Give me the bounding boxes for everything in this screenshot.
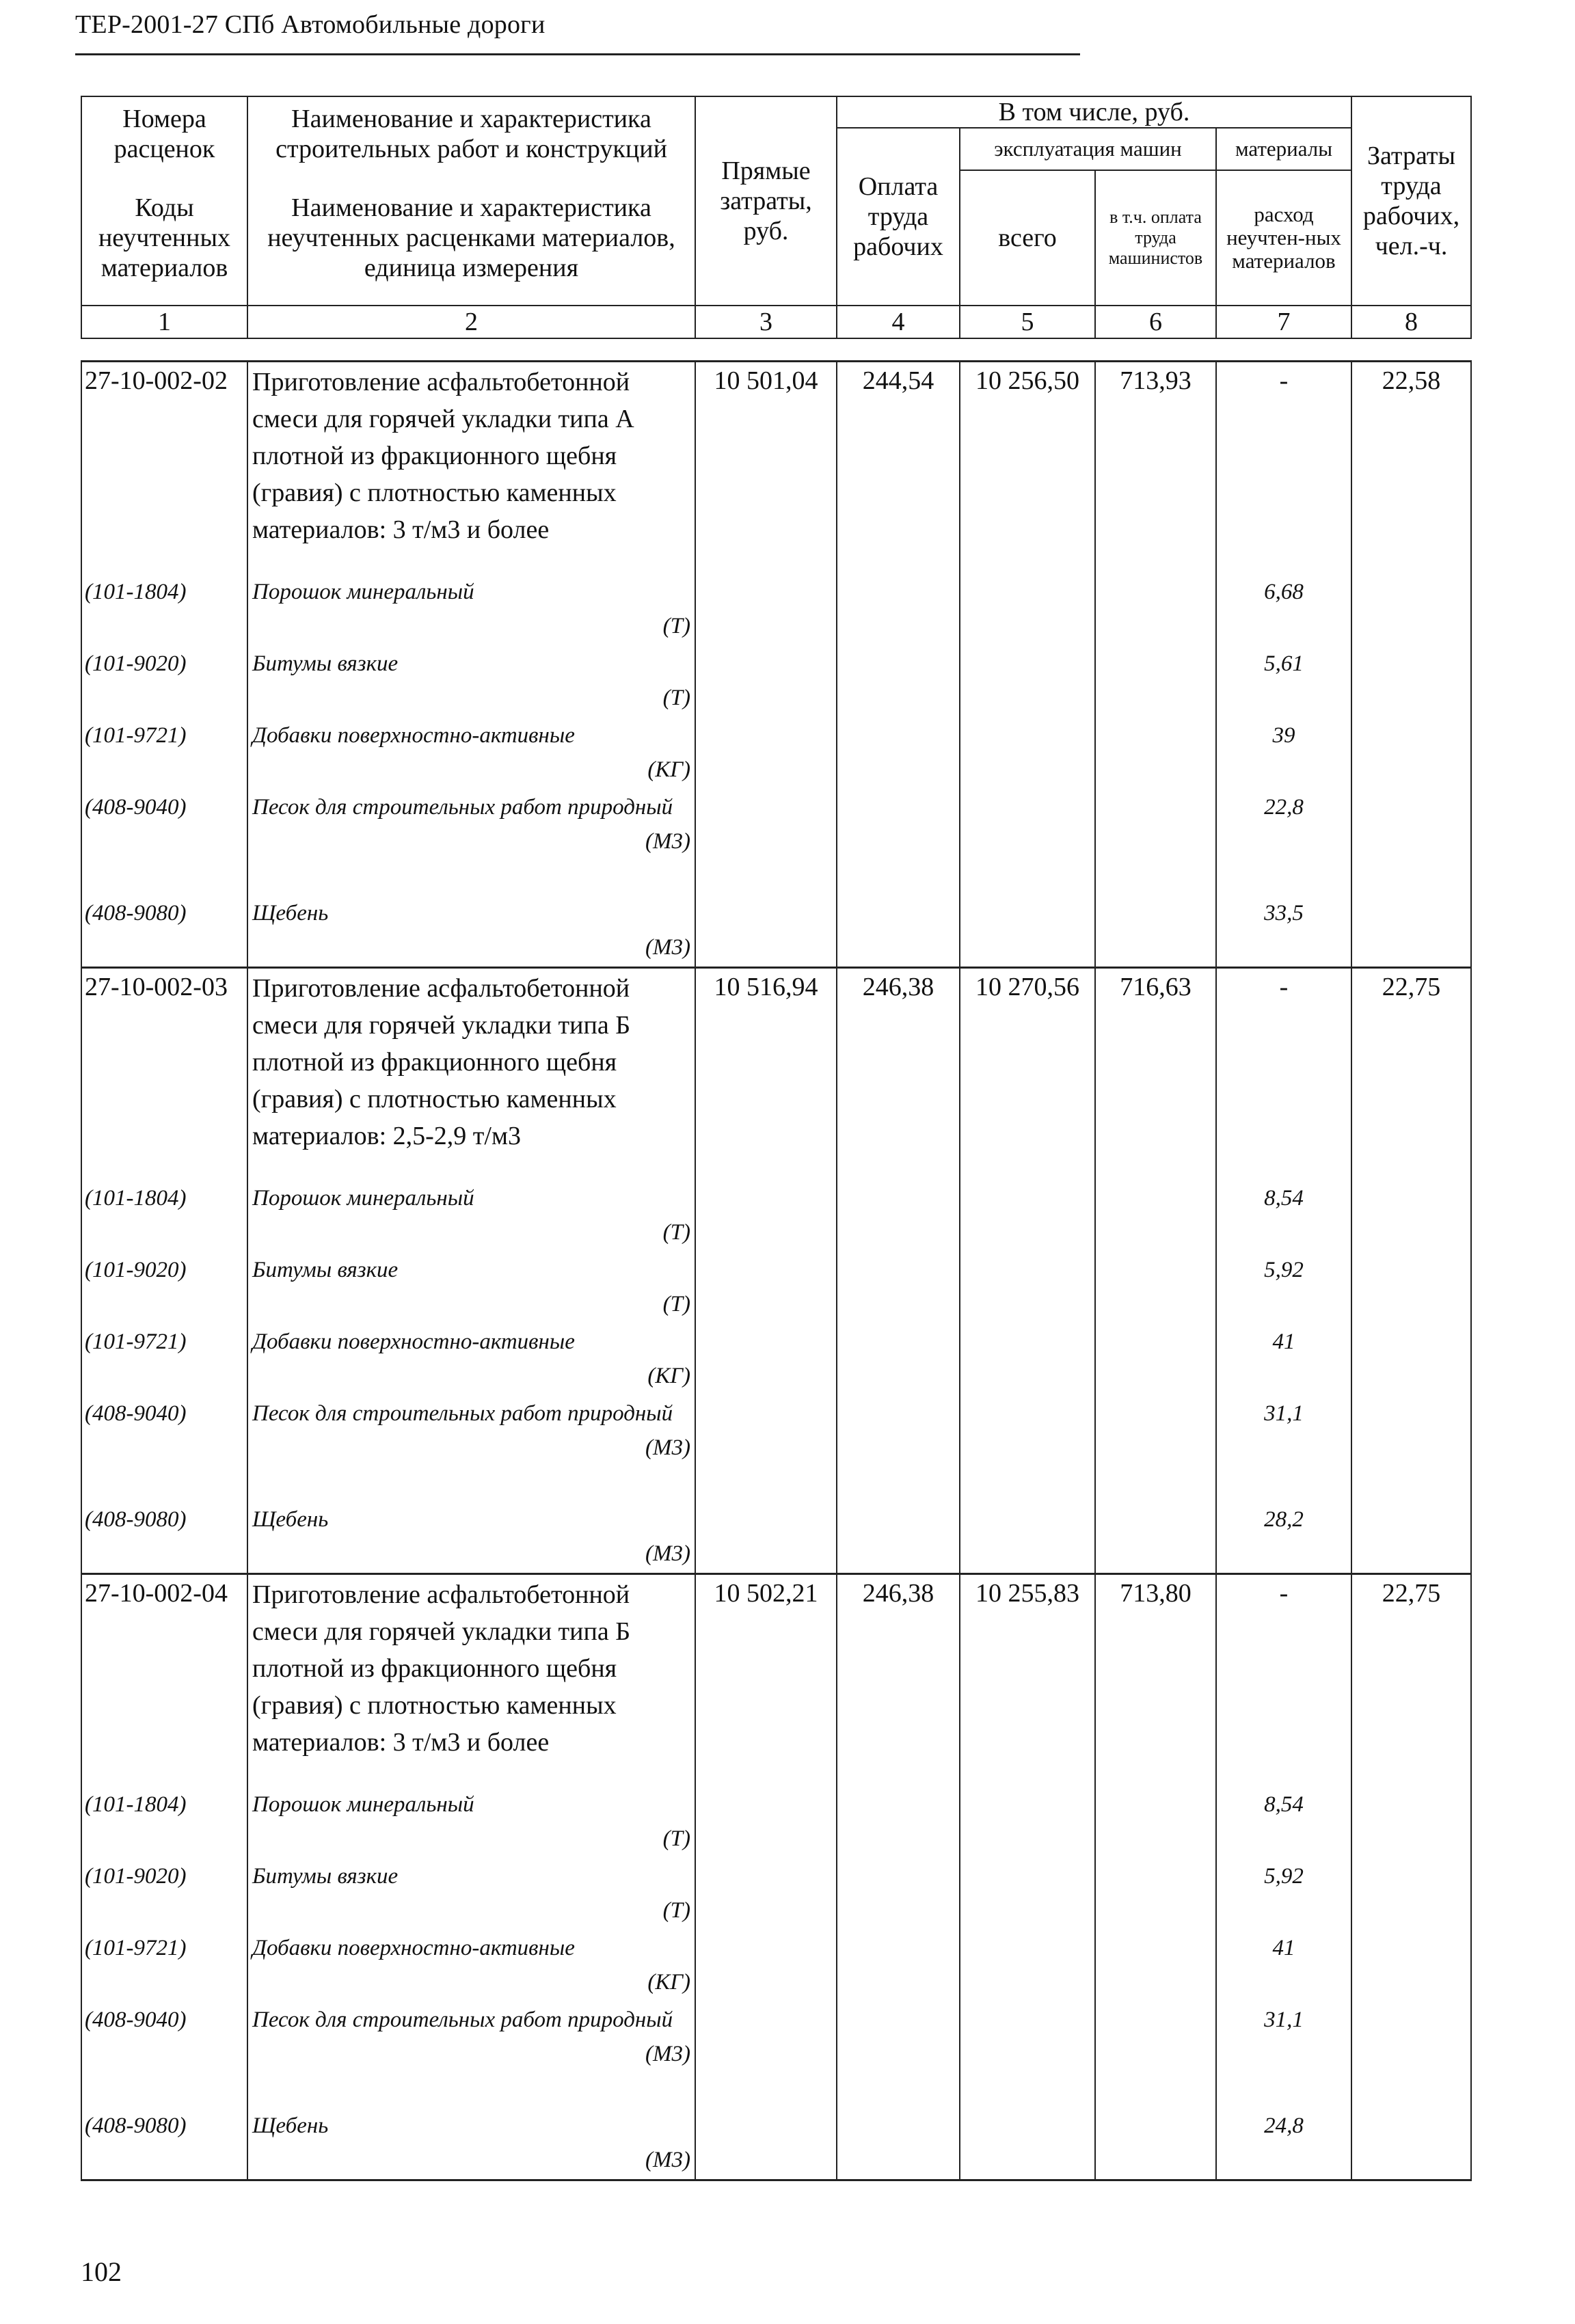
- header-num-8: 8: [1351, 306, 1471, 338]
- material-row: [81, 575, 1471, 647]
- material-unit: (М3): [645, 1541, 690, 1566]
- material-unit: (Т): [662, 1826, 690, 1851]
- material-row: [81, 1325, 1471, 1396]
- material-unit: (Т): [662, 1897, 690, 1923]
- rate-title: Приготовление асфальтобетонной смеси для горячей укладки типа Б плотной из фракционного щебня (гравия) с плотностью каменных материалов: 2,5-2,9 т/м3: [247, 968, 695, 1181]
- header-rule: [75, 53, 1080, 55]
- material-unit: (КГ): [647, 1969, 690, 1995]
- material-code: (101-1804): [81, 1787, 247, 1859]
- material-empty-5: [960, 2003, 1095, 2109]
- rate-code: 27-10-002-04: [81, 1574, 247, 1787]
- material-name-cell: [247, 2003, 695, 2109]
- material-row: [81, 1787, 1471, 1859]
- rate-machinists-pay: 713,80: [1095, 1574, 1216, 1787]
- material-empty-4: [837, 1325, 960, 1396]
- header-materials: материалы: [1216, 128, 1351, 170]
- material-name: Щебень: [252, 1506, 329, 1532]
- material-empty-5: [960, 790, 1095, 896]
- rate-materials: -: [1216, 362, 1351, 575]
- material-empty-3: [695, 1859, 837, 1931]
- material-row: [81, 1931, 1471, 2003]
- header-group: В том числе, руб.: [837, 96, 1351, 128]
- material-name: Порошок минеральный: [252, 1792, 474, 1817]
- material-empty-6: [1095, 647, 1216, 718]
- material-empty-6: [1095, 1325, 1216, 1396]
- material-empty-8: [1351, 1181, 1471, 1253]
- material-consumption: 31,1: [1216, 2003, 1351, 2109]
- material-empty-6: [1095, 1396, 1216, 1502]
- material-consumption: 33,5: [1216, 896, 1351, 968]
- material-code: (101-9721): [81, 718, 247, 790]
- material-consumption: 5,92: [1216, 1859, 1351, 1931]
- material-empty-3: [695, 790, 837, 896]
- header-col8: Затраты труда рабочих, чел.-ч.: [1351, 96, 1471, 306]
- material-unit: (Т): [662, 1291, 690, 1316]
- material-consumption: 28,2: [1216, 1502, 1351, 1574]
- material-empty-6: [1095, 2003, 1216, 2109]
- rate-machines-total: 10 270,56: [960, 968, 1095, 1181]
- material-empty-5: [960, 647, 1095, 718]
- material-empty-3: [695, 1325, 837, 1396]
- rate-machines-total: 10 256,50: [960, 362, 1095, 575]
- material-row: [81, 790, 1471, 896]
- material-unit: (КГ): [647, 757, 690, 782]
- material-empty-4: [837, 2109, 960, 2180]
- material-name: Битумы вязкие: [252, 651, 399, 676]
- material-empty-5: [960, 1325, 1095, 1396]
- rate-code: 27-10-002-03: [81, 968, 247, 1181]
- material-name-cell: [247, 1787, 695, 1859]
- material-code: (408-9080): [81, 2109, 247, 2180]
- rate-labor-hours: 22,58: [1351, 362, 1471, 575]
- rate-materials: -: [1216, 968, 1351, 1181]
- material-empty-8: [1351, 1787, 1471, 1859]
- material-empty-3: [695, 1787, 837, 1859]
- material-row: [81, 896, 1471, 968]
- material-empty-8: [1351, 790, 1471, 896]
- material-name-cell: [247, 1181, 695, 1253]
- material-name: Щебень: [252, 2113, 329, 2138]
- material-row: [81, 1502, 1471, 1574]
- material-empty-8: [1351, 1396, 1471, 1502]
- material-code: (408-9080): [81, 1502, 247, 1574]
- material-empty-4: [837, 647, 960, 718]
- material-code: (408-9040): [81, 790, 247, 896]
- rate-title: Приготовление асфальтобетонной смеси для горячей укладки типа Б плотной из фракционного щебня (гравия) с плотностью каменных материалов: 3 т/м3 и более: [247, 1574, 695, 1787]
- material-empty-4: [837, 1859, 960, 1931]
- material-empty-6: [1095, 1181, 1216, 1253]
- material-name-cell: [247, 1253, 695, 1325]
- material-empty-6: [1095, 1859, 1216, 1931]
- material-empty-4: [837, 790, 960, 896]
- material-consumption: 6,68: [1216, 575, 1351, 647]
- material-code: (408-9040): [81, 2003, 247, 2109]
- header-num-2: 2: [247, 306, 695, 338]
- material-empty-6: [1095, 1502, 1216, 1574]
- rates-table: [81, 360, 1472, 2181]
- material-code: (408-9040): [81, 1396, 247, 1502]
- material-row: [81, 1396, 1471, 1502]
- material-name: Песок для строительных работ природный: [252, 1401, 673, 1426]
- material-unit: (КГ): [647, 1363, 690, 1388]
- material-name: Порошок минеральный: [252, 1185, 474, 1211]
- material-empty-4: [837, 575, 960, 647]
- material-row: [81, 647, 1471, 718]
- rate-code: 27-10-002-02: [81, 362, 247, 575]
- material-empty-5: [960, 1859, 1095, 1931]
- material-name-cell: [247, 1931, 695, 2003]
- rate-labor-cost: 246,38: [837, 1574, 960, 1787]
- page-header: ТЕР-2001-27 СПб Автомобильные дороги: [75, 10, 546, 39]
- material-name-cell: [247, 1502, 695, 1574]
- material-empty-6: [1095, 1253, 1216, 1325]
- header-num-3: 3: [695, 306, 837, 338]
- material-name-cell: [247, 718, 695, 790]
- material-empty-8: [1351, 647, 1471, 718]
- material-consumption: 24,8: [1216, 2109, 1351, 2180]
- material-name: Битумы вязкие: [252, 1863, 399, 1889]
- rate-machines-total: 10 255,83: [960, 1574, 1095, 1787]
- material-empty-3: [695, 2003, 837, 2109]
- material-empty-4: [837, 1181, 960, 1253]
- material-empty-5: [960, 1181, 1095, 1253]
- material-code: (101-9020): [81, 1859, 247, 1931]
- header-num-6: 6: [1095, 306, 1216, 338]
- header-col2-bottom: Наименование и характеристика неучтенных расценками материалов, единица измерения: [247, 170, 695, 306]
- rate-labor-hours: 22,75: [1351, 1574, 1471, 1787]
- rate-row: [81, 968, 1471, 1181]
- material-empty-3: [695, 1396, 837, 1502]
- material-empty-3: [695, 1502, 837, 1574]
- material-empty-6: [1095, 718, 1216, 790]
- material-empty-4: [837, 1931, 960, 2003]
- rate-labor-cost: 246,38: [837, 968, 960, 1181]
- material-empty-5: [960, 1253, 1095, 1325]
- material-code: (101-9020): [81, 1253, 247, 1325]
- material-code: (101-9020): [81, 647, 247, 718]
- material-empty-8: [1351, 1931, 1471, 2003]
- rate-direct-cost: 10 516,94: [695, 968, 837, 1181]
- material-name: Порошок минеральный: [252, 579, 474, 604]
- material-empty-5: [960, 1502, 1095, 1574]
- material-empty-6: [1095, 896, 1216, 968]
- material-row: [81, 2003, 1471, 2109]
- header-num-1: 1: [81, 306, 247, 338]
- material-row: [81, 718, 1471, 790]
- material-empty-3: [695, 2109, 837, 2180]
- material-unit: (Т): [662, 1219, 690, 1245]
- material-code: (101-9721): [81, 1931, 247, 2003]
- material-empty-4: [837, 1787, 960, 1859]
- material-empty-5: [960, 1787, 1095, 1859]
- material-row: [81, 2109, 1471, 2180]
- header-num-5: 5: [960, 306, 1095, 338]
- material-unit: (М3): [645, 2147, 690, 2172]
- material-row: [81, 1181, 1471, 1253]
- header-col1-bottom: Коды неучтенных материалов: [81, 170, 247, 306]
- material-consumption: 5,61: [1216, 647, 1351, 718]
- rate-row: [81, 1574, 1471, 1787]
- material-name: Добавки поверхностно-активные: [252, 722, 575, 748]
- material-name-cell: [247, 1859, 695, 1931]
- header-col4: Оплата труда рабочих: [837, 128, 960, 306]
- material-empty-8: [1351, 1502, 1471, 1574]
- material-empty-3: [695, 718, 837, 790]
- material-empty-4: [837, 1396, 960, 1502]
- material-name: Щебень: [252, 900, 329, 925]
- rate-title: Приготовление асфальтобетонной смеси для горячей укладки типа А плотной из фракционного щебня (гравия) с плотностью каменных материалов: 3 т/м3 и более: [247, 362, 695, 575]
- material-empty-5: [960, 718, 1095, 790]
- material-name-cell: [247, 1396, 695, 1502]
- material-empty-8: [1351, 2003, 1471, 2109]
- material-empty-5: [960, 1396, 1095, 1502]
- material-consumption: 22,8: [1216, 790, 1351, 896]
- page-number: 102: [81, 2256, 122, 2287]
- header-num-4: 4: [837, 306, 960, 338]
- material-empty-6: [1095, 790, 1216, 896]
- material-consumption: 8,54: [1216, 1787, 1351, 1859]
- material-empty-3: [695, 1253, 837, 1325]
- material-empty-5: [960, 1931, 1095, 2003]
- material-unit: (М3): [645, 934, 690, 960]
- material-empty-8: [1351, 1859, 1471, 1931]
- material-empty-6: [1095, 2109, 1216, 2180]
- rate-labor-hours: 22,75: [1351, 968, 1471, 1181]
- material-unit: (М3): [645, 2041, 690, 2066]
- material-consumption: 31,1: [1216, 1396, 1351, 1502]
- rate-machinists-pay: 713,93: [1095, 362, 1216, 575]
- material-name: Песок для строительных работ природный: [252, 794, 673, 820]
- material-unit: (М3): [645, 1435, 690, 1460]
- material-name: Добавки поверхностно-активные: [252, 1935, 575, 1960]
- header-col2-top: Наименование и характеристика строительных работ и конструкций: [247, 96, 695, 170]
- material-empty-8: [1351, 718, 1471, 790]
- rate-direct-cost: 10 502,21: [695, 1574, 837, 1787]
- material-empty-6: [1095, 1787, 1216, 1859]
- material-name: Битумы вязкие: [252, 1257, 399, 1282]
- material-empty-5: [960, 896, 1095, 968]
- material-name-cell: [247, 575, 695, 647]
- material-empty-3: [695, 1931, 837, 2003]
- header-col6: в т.ч. оплата труда машинистов: [1095, 170, 1216, 306]
- material-empty-8: [1351, 575, 1471, 647]
- material-name: Добавки поверхностно-активные: [252, 1329, 575, 1354]
- material-name-cell: [247, 896, 695, 968]
- material-empty-4: [837, 2003, 960, 2109]
- rate-materials: -: [1216, 1574, 1351, 1787]
- material-empty-3: [695, 896, 837, 968]
- material-code: (408-9080): [81, 896, 247, 968]
- material-empty-4: [837, 1253, 960, 1325]
- material-empty-4: [837, 718, 960, 790]
- material-empty-4: [837, 1502, 960, 1574]
- material-empty-5: [960, 575, 1095, 647]
- header-col1-top: Номера расценок: [81, 96, 247, 170]
- material-name-cell: [247, 1325, 695, 1396]
- material-empty-6: [1095, 1931, 1216, 2003]
- material-consumption: 8,54: [1216, 1181, 1351, 1253]
- header-col7: расход неучтен-ных материалов: [1216, 170, 1351, 306]
- material-consumption: 41: [1216, 1325, 1351, 1396]
- material-row: [81, 1859, 1471, 1931]
- rate-machinists-pay: 716,63: [1095, 968, 1216, 1181]
- material-name-cell: [247, 790, 695, 896]
- material-unit: (Т): [662, 613, 690, 638]
- header-machines: эксплуатация машин: [960, 128, 1216, 170]
- material-empty-3: [695, 575, 837, 647]
- material-name-cell: [247, 2109, 695, 2180]
- header-col5: всего: [960, 170, 1095, 306]
- material-empty-8: [1351, 896, 1471, 968]
- rate-row: [81, 362, 1471, 575]
- material-empty-8: [1351, 1253, 1471, 1325]
- header-num-7: 7: [1216, 306, 1351, 338]
- material-name: Песок для строительных работ природный: [252, 2007, 673, 2032]
- material-empty-3: [695, 647, 837, 718]
- material-code: (101-1804): [81, 1181, 247, 1253]
- material-empty-3: [695, 1181, 837, 1253]
- material-empty-5: [960, 2109, 1095, 2180]
- material-empty-6: [1095, 575, 1216, 647]
- material-unit: (М3): [645, 828, 690, 854]
- table-header: [81, 96, 1472, 339]
- rate-labor-cost: 244,54: [837, 362, 960, 575]
- material-code: (101-9721): [81, 1325, 247, 1396]
- material-empty-8: [1351, 2109, 1471, 2180]
- material-unit: (Т): [662, 685, 690, 710]
- material-name-cell: [247, 647, 695, 718]
- material-empty-8: [1351, 1325, 1471, 1396]
- material-consumption: 39: [1216, 718, 1351, 790]
- header-col3: Прямые затраты, руб.: [695, 96, 837, 306]
- material-empty-4: [837, 896, 960, 968]
- material-consumption: 41: [1216, 1931, 1351, 2003]
- rate-direct-cost: 10 501,04: [695, 362, 837, 575]
- material-consumption: 5,92: [1216, 1253, 1351, 1325]
- material-code: (101-1804): [81, 575, 247, 647]
- material-row: [81, 1253, 1471, 1325]
